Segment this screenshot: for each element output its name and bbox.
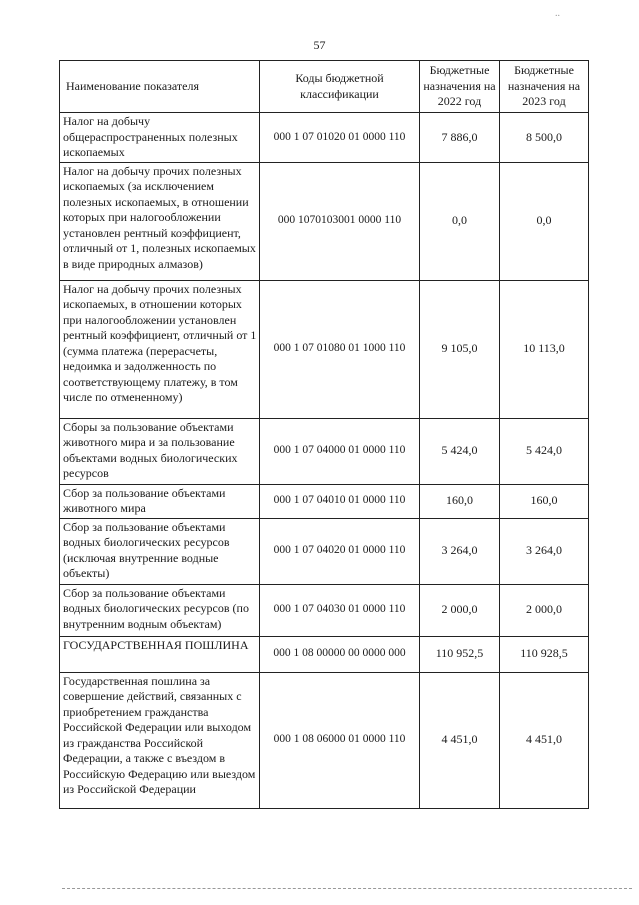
column-header-2022: Бюджетные назначения на 2022 год (420, 61, 500, 113)
row-code: 000 1 07 04010 01 0000 110 (260, 484, 420, 518)
table-row (60, 280, 589, 418)
row-value-2023: 3 264,0 (500, 518, 589, 584)
row-code: 000 1 07 04030 01 0000 110 (260, 584, 420, 636)
row-value-2023: 4 451,0 (500, 672, 589, 808)
table-row (60, 584, 589, 636)
row-name: Налог на добычу прочих полезных ископаемых (за исключением полезных ископаемых, в отношении которых при налогообложении установлен рентный коэффициент, отличный от 1, полезных ископаемых в виде природных алмазов) (60, 162, 260, 280)
column-header-2023: Бюджетные назначения на 2023 год (500, 61, 589, 113)
budget-table (59, 60, 589, 809)
row-name: Налог на добычу общераспространенных полезных ископаемых (60, 113, 260, 163)
corner-mark: .. (555, 8, 560, 19)
column-header-code: Коды бюджетной классификации (260, 61, 420, 113)
row-value-2023: 0,0 (500, 162, 589, 280)
row-value-2022: 110 952,5 (420, 636, 500, 672)
table-row (60, 484, 589, 518)
row-value-2022: 9 105,0 (420, 280, 500, 418)
row-name: ГОСУДАРСТВЕННАЯ ПОШЛИНА (60, 636, 260, 672)
row-value-2023: 8 500,0 (500, 113, 589, 163)
row-name: Сбор за пользование объектами животного мира (60, 484, 260, 518)
row-name: Налог на добычу прочих полезных ископаемых, в отношении которых при налогообложении установлен рентный коэффициент, отличный от 1 (сумма платежа (перерасчеты, недоимка и задолженность по соответствующему платежу, в том числе по отмененному) (60, 280, 260, 418)
row-code: 000 1 08 00000 00 0000 000 (260, 636, 420, 672)
row-value-2023: 2 000,0 (500, 584, 589, 636)
page-number: 57 (313, 38, 326, 52)
table-row (60, 113, 589, 163)
table-row (60, 672, 589, 808)
row-value-2022: 4 451,0 (420, 672, 500, 808)
row-name: Сбор за пользование объектами водных биологических ресурсов (исключая внутренние водные объекты) (60, 518, 260, 584)
row-value-2023: 110 928,5 (500, 636, 589, 672)
row-value-2023: 10 113,0 (500, 280, 589, 418)
row-code: 000 1 07 04000 01 0000 110 (260, 418, 420, 484)
row-value-2022: 2 000,0 (420, 584, 500, 636)
row-value-2022: 5 424,0 (420, 418, 500, 484)
row-code: 000 1 07 04020 01 0000 110 (260, 518, 420, 584)
row-value-2023: 5 424,0 (500, 418, 589, 484)
row-name: Государственная пошлина за совершение действий, связанных с приобретением гражданства Российской Федерации или выходом из гражданства Российской Федерации, а также с въездом в Российскую Федерацию или выездом из Российской Федерации (60, 672, 260, 808)
row-code: 000 1070103001 0000 110 (260, 162, 420, 280)
table-row (60, 636, 589, 672)
table-header-row (60, 61, 589, 113)
row-value-2022: 7 886,0 (420, 113, 500, 163)
column-header-name: Наименование показателя (60, 61, 260, 113)
row-name: Сборы за пользование объектами животного мира и за пользование объектами водных биологических ресурсов (60, 418, 260, 484)
row-code: 000 1 08 06000 01 0000 110 (260, 672, 420, 808)
row-value-2022: 3 264,0 (420, 518, 500, 584)
row-value-2022: 160,0 (420, 484, 500, 518)
row-value-2023: 160,0 (500, 484, 589, 518)
footer-divider (62, 888, 632, 889)
table-row (60, 418, 589, 484)
row-name: Сбор за пользование объектами водных биологических ресурсов (по внутренним водным объектам) (60, 584, 260, 636)
table-row (60, 518, 589, 584)
row-code: 000 1 07 01020 01 0000 110 (260, 113, 420, 163)
table-row (60, 162, 589, 280)
row-code: 000 1 07 01080 01 1000 110 (260, 280, 420, 418)
row-value-2022: 0,0 (420, 162, 500, 280)
